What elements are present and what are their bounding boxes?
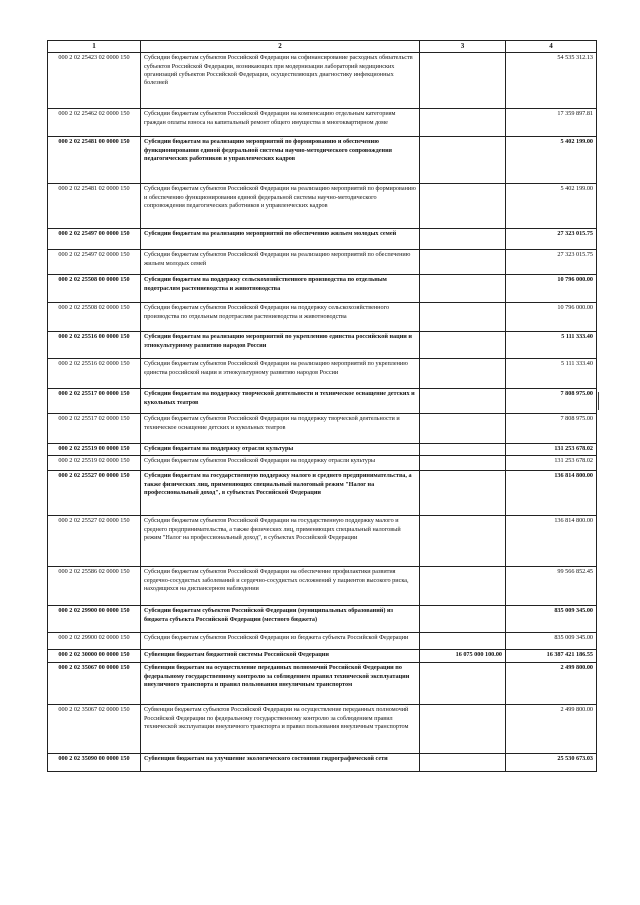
description-cell: Субвенции бюджетам субъектов Российской Федерации на осуществление переданных полномочий Российской Федерации по федеральному государственному контролю за соблюдением правил технической эксплуатации внеуличного транспорта и правил пользования внеуличным транспортом bbox=[141, 705, 420, 754]
column3-amount-cell bbox=[420, 444, 506, 456]
table-row bbox=[48, 754, 597, 772]
table-row bbox=[48, 606, 597, 633]
column3-amount-cell bbox=[420, 606, 506, 633]
scan-mark bbox=[598, 392, 599, 410]
description-cell: Субвенции бюджетам на осуществление переданных полномочий Российской Федерации по федеральному государственному контролю за соблюдением правил технической эксплуатации внеуличного транспорта и правил пользования внеуличным транспортом bbox=[141, 663, 420, 705]
budget-code-cell: 000 2 02 25497 00 0000 150 bbox=[48, 229, 141, 250]
budget-code-cell: 000 2 02 25508 00 0000 150 bbox=[48, 275, 141, 303]
amount-cell: 27 323 015.75 bbox=[506, 229, 597, 250]
header-col-3: 3 bbox=[420, 41, 506, 53]
amount-cell: 131 253 678.02 bbox=[506, 456, 597, 471]
table-row bbox=[48, 250, 597, 275]
description-cell: Субсидии бюджетам на поддержку творческой деятельности и техническое оснащение детских и кукольных театров bbox=[141, 389, 420, 414]
amount-cell: 136 814 800.00 bbox=[506, 471, 597, 516]
description-cell: Субсидии бюджетам на государственную поддержку малого и среднего предпринимательства, а также физических лиц, применяющих специальный налоговый режим "Налог на профессиональный доход", в субъектах Российской Федерации bbox=[141, 471, 420, 516]
column3-amount-cell bbox=[420, 184, 506, 229]
description-cell: Субсидии бюджетам субъектов Российской Федерации на поддержку творческой деятельности и техническое оснащение детских и кукольных театров bbox=[141, 414, 420, 444]
description-cell: Субсидии бюджетам субъектов Российской Федерации на поддержку сельскохозяйственного производства по отдельным подотраслям растениеводства и животноводства bbox=[141, 303, 420, 332]
budget-code-cell: 000 2 02 25519 00 0000 150 bbox=[48, 444, 141, 456]
description-cell: Субсидии бюджетам субъектов Российской Федерации на софинансирование расходных обязательств субъектов Российской Федерации, возникающих при модернизации лабораторий медицинских организаций субъектов Российской Федерации, осуществляющих диагностику инфекционных болезней bbox=[141, 53, 420, 109]
amount-cell: 54 535 312.13 bbox=[506, 53, 597, 109]
table-row bbox=[48, 650, 597, 663]
column3-amount-cell bbox=[420, 275, 506, 303]
amount-cell: 131 253 678.02 bbox=[506, 444, 597, 456]
description-cell: Субсидии бюджетам субъектов Российской Федерации на поддержку отрасли культуры bbox=[141, 456, 420, 471]
table-row bbox=[48, 389, 597, 414]
table-row bbox=[48, 109, 597, 137]
description-cell: Субсидии бюджетам на поддержку сельскохозяйственного производства по отдельным подотраслям растениеводства и животноводства bbox=[141, 275, 420, 303]
budget-code-cell: 000 2 02 35067 00 0000 150 bbox=[48, 663, 141, 705]
budget-table bbox=[47, 40, 597, 772]
table-row bbox=[48, 414, 597, 444]
column3-amount-cell bbox=[420, 705, 506, 754]
amount-cell: 5 111 333.40 bbox=[506, 359, 597, 389]
budget-code-cell: 000 2 02 25462 02 0000 150 bbox=[48, 109, 141, 137]
column3-amount-cell bbox=[420, 250, 506, 275]
description-cell: Субсидии бюджетам на реализацию мероприятий по укреплению единства российской нации и этнокультурному развитию народов России bbox=[141, 332, 420, 359]
column3-amount-cell bbox=[420, 754, 506, 772]
amount-cell: 136 814 800.00 bbox=[506, 516, 597, 567]
table-row bbox=[48, 184, 597, 229]
table-row bbox=[48, 137, 597, 184]
amount-cell: 5 111 333.40 bbox=[506, 332, 597, 359]
description-cell: Субсидии бюджетам субъектов Российской Федерации на реализацию мероприятий по обеспечению жильем молодых семей bbox=[141, 250, 420, 275]
budget-code-cell: 000 2 02 25517 00 0000 150 bbox=[48, 389, 141, 414]
budget-code-cell: 000 2 02 25527 00 0000 150 bbox=[48, 471, 141, 516]
table-row bbox=[48, 663, 597, 705]
description-cell: Субвенции бюджетам на улучшение экологического состояния гидрографической сети bbox=[141, 754, 420, 772]
table-row bbox=[48, 53, 597, 109]
description-cell: Субсидии бюджетам субъектов Российской Федерации на государственную поддержку малого и среднего предпринимательства, а также физических лиц, применяющих специальный налоговый режим "Налог на профессиональный доход", в субъектах Российской Федерации bbox=[141, 516, 420, 567]
description-cell: Субсидии бюджетам на поддержку отрасли культуры bbox=[141, 444, 420, 456]
budget-code-cell: 000 2 02 25516 02 0000 150 bbox=[48, 359, 141, 389]
amount-cell: 10 796 000.00 bbox=[506, 303, 597, 332]
amount-cell: 5 402 199.00 bbox=[506, 184, 597, 229]
amount-cell: 2 499 800.00 bbox=[506, 705, 597, 754]
description-cell: Субсидии бюджетам субъектов Российской Федерации на компенсацию отдельным категориям граждан оплаты взноса на капитальный ремонт общего имущества в многоквартирном доме bbox=[141, 109, 420, 137]
table-row bbox=[48, 516, 597, 567]
amount-cell: 25 530 673.03 bbox=[506, 754, 597, 772]
budget-code-cell: 000 2 02 25481 00 0000 150 bbox=[48, 137, 141, 184]
column3-amount-cell bbox=[420, 359, 506, 389]
table-row bbox=[48, 471, 597, 516]
amount-cell: 17 359 897.81 bbox=[506, 109, 597, 137]
header-col-1: 1 bbox=[48, 41, 141, 53]
header-col-4: 4 bbox=[506, 41, 597, 53]
column3-amount-cell bbox=[420, 229, 506, 250]
amount-cell: 99 566 852.45 bbox=[506, 567, 597, 606]
description-cell: Субсидии бюджетам субъектов Российской Федерации из бюджета субъекта Российской Федерации bbox=[141, 633, 420, 650]
table-row bbox=[48, 275, 597, 303]
column3-amount-cell bbox=[420, 567, 506, 606]
budget-code-cell: 000 2 02 29900 00 0000 150 bbox=[48, 606, 141, 633]
column3-amount-cell bbox=[420, 389, 506, 414]
column3-amount-cell bbox=[420, 303, 506, 332]
column3-amount-cell bbox=[420, 414, 506, 444]
amount-cell: 16 387 421 186.55 bbox=[506, 650, 597, 663]
description-cell: Субвенции бюджетам бюджетной системы Российской Федерации bbox=[141, 650, 420, 663]
budget-code-cell: 000 2 02 30000 00 0000 150 bbox=[48, 650, 141, 663]
table-row bbox=[48, 633, 597, 650]
description-cell: Субсидии бюджетам на реализацию мероприятий по обеспечению жильем молодых семей bbox=[141, 229, 420, 250]
column3-amount-cell bbox=[420, 53, 506, 109]
table-row bbox=[48, 444, 597, 456]
description-cell: Субсидии бюджетам субъектов Российской Федерации на реализацию мероприятий по формированию и обеспечению функционирования единой федеральной системы научно-методического сопровождения педагогических работников и управленческих кадров bbox=[141, 184, 420, 229]
header-col-2: 2 bbox=[141, 41, 420, 53]
budget-code-cell: 000 2 02 25423 02 0000 150 bbox=[48, 53, 141, 109]
amount-cell: 7 808 975.00 bbox=[506, 414, 597, 444]
column3-amount-cell bbox=[420, 456, 506, 471]
budget-code-cell: 000 2 02 35067 02 0000 150 bbox=[48, 705, 141, 754]
header-row bbox=[48, 41, 597, 53]
description-cell: Субсидии бюджетам субъектов Российской Федерации (муниципальных образований) из бюджета субъекта Российской Федерации (местного бюджета) bbox=[141, 606, 420, 633]
description-cell: Субсидии бюджетам субъектов Российской Федерации на обеспечение профилактики развития сердечно-сосудистых заболеваний и сердечно-сосудистых осложнений у пациентов высокого риска, находящихся на диспансерном наблюдении bbox=[141, 567, 420, 606]
column3-amount-cell bbox=[420, 633, 506, 650]
budget-code-cell: 000 2 02 25586 02 0000 150 bbox=[48, 567, 141, 606]
budget-code-cell: 000 2 02 25481 02 0000 150 bbox=[48, 184, 141, 229]
amount-cell: 835 009 345.00 bbox=[506, 633, 597, 650]
budget-code-cell: 000 2 02 25516 00 0000 150 bbox=[48, 332, 141, 359]
column3-amount-cell bbox=[420, 663, 506, 705]
description-cell: Субсидии бюджетам на реализацию мероприятий по формированию и обеспечению функционирования единой федеральной системы научно-методического сопровождения педагогических работников и управленческих кадров bbox=[141, 137, 420, 184]
budget-code-cell: 000 2 02 25527 02 0000 150 bbox=[48, 516, 141, 567]
amount-cell: 2 499 800.00 bbox=[506, 663, 597, 705]
table-row bbox=[48, 303, 597, 332]
budget-code-cell: 000 2 02 29900 02 0000 150 bbox=[48, 633, 141, 650]
budget-code-cell: 000 2 02 35090 00 0000 150 bbox=[48, 754, 141, 772]
amount-cell: 5 402 199.00 bbox=[506, 137, 597, 184]
table-row bbox=[48, 456, 597, 471]
table-row bbox=[48, 567, 597, 606]
budget-code-cell: 000 2 02 25519 02 0000 150 bbox=[48, 456, 141, 471]
budget-code-cell: 000 2 02 25517 02 0000 150 bbox=[48, 414, 141, 444]
table-row bbox=[48, 359, 597, 389]
column3-amount-cell bbox=[420, 471, 506, 516]
column3-amount-cell: 16 075 000 100.00 bbox=[420, 650, 506, 663]
amount-cell: 10 796 000.00 bbox=[506, 275, 597, 303]
column3-amount-cell bbox=[420, 137, 506, 184]
amount-cell: 835 009 345.00 bbox=[506, 606, 597, 633]
table-row bbox=[48, 332, 597, 359]
amount-cell: 7 808 975.00 bbox=[506, 389, 597, 414]
table-row bbox=[48, 705, 597, 754]
budget-code-cell: 000 2 02 25497 02 0000 150 bbox=[48, 250, 141, 275]
column3-amount-cell bbox=[420, 332, 506, 359]
table-row bbox=[48, 229, 597, 250]
budget-code-cell: 000 2 02 25508 02 0000 150 bbox=[48, 303, 141, 332]
amount-cell: 27 323 015.75 bbox=[506, 250, 597, 275]
column3-amount-cell bbox=[420, 109, 506, 137]
description-cell: Субсидии бюджетам субъектов Российской Федерации на реализацию мероприятий по укреплению единства российской нации и этнокультурному развитию народов России bbox=[141, 359, 420, 389]
column3-amount-cell bbox=[420, 516, 506, 567]
